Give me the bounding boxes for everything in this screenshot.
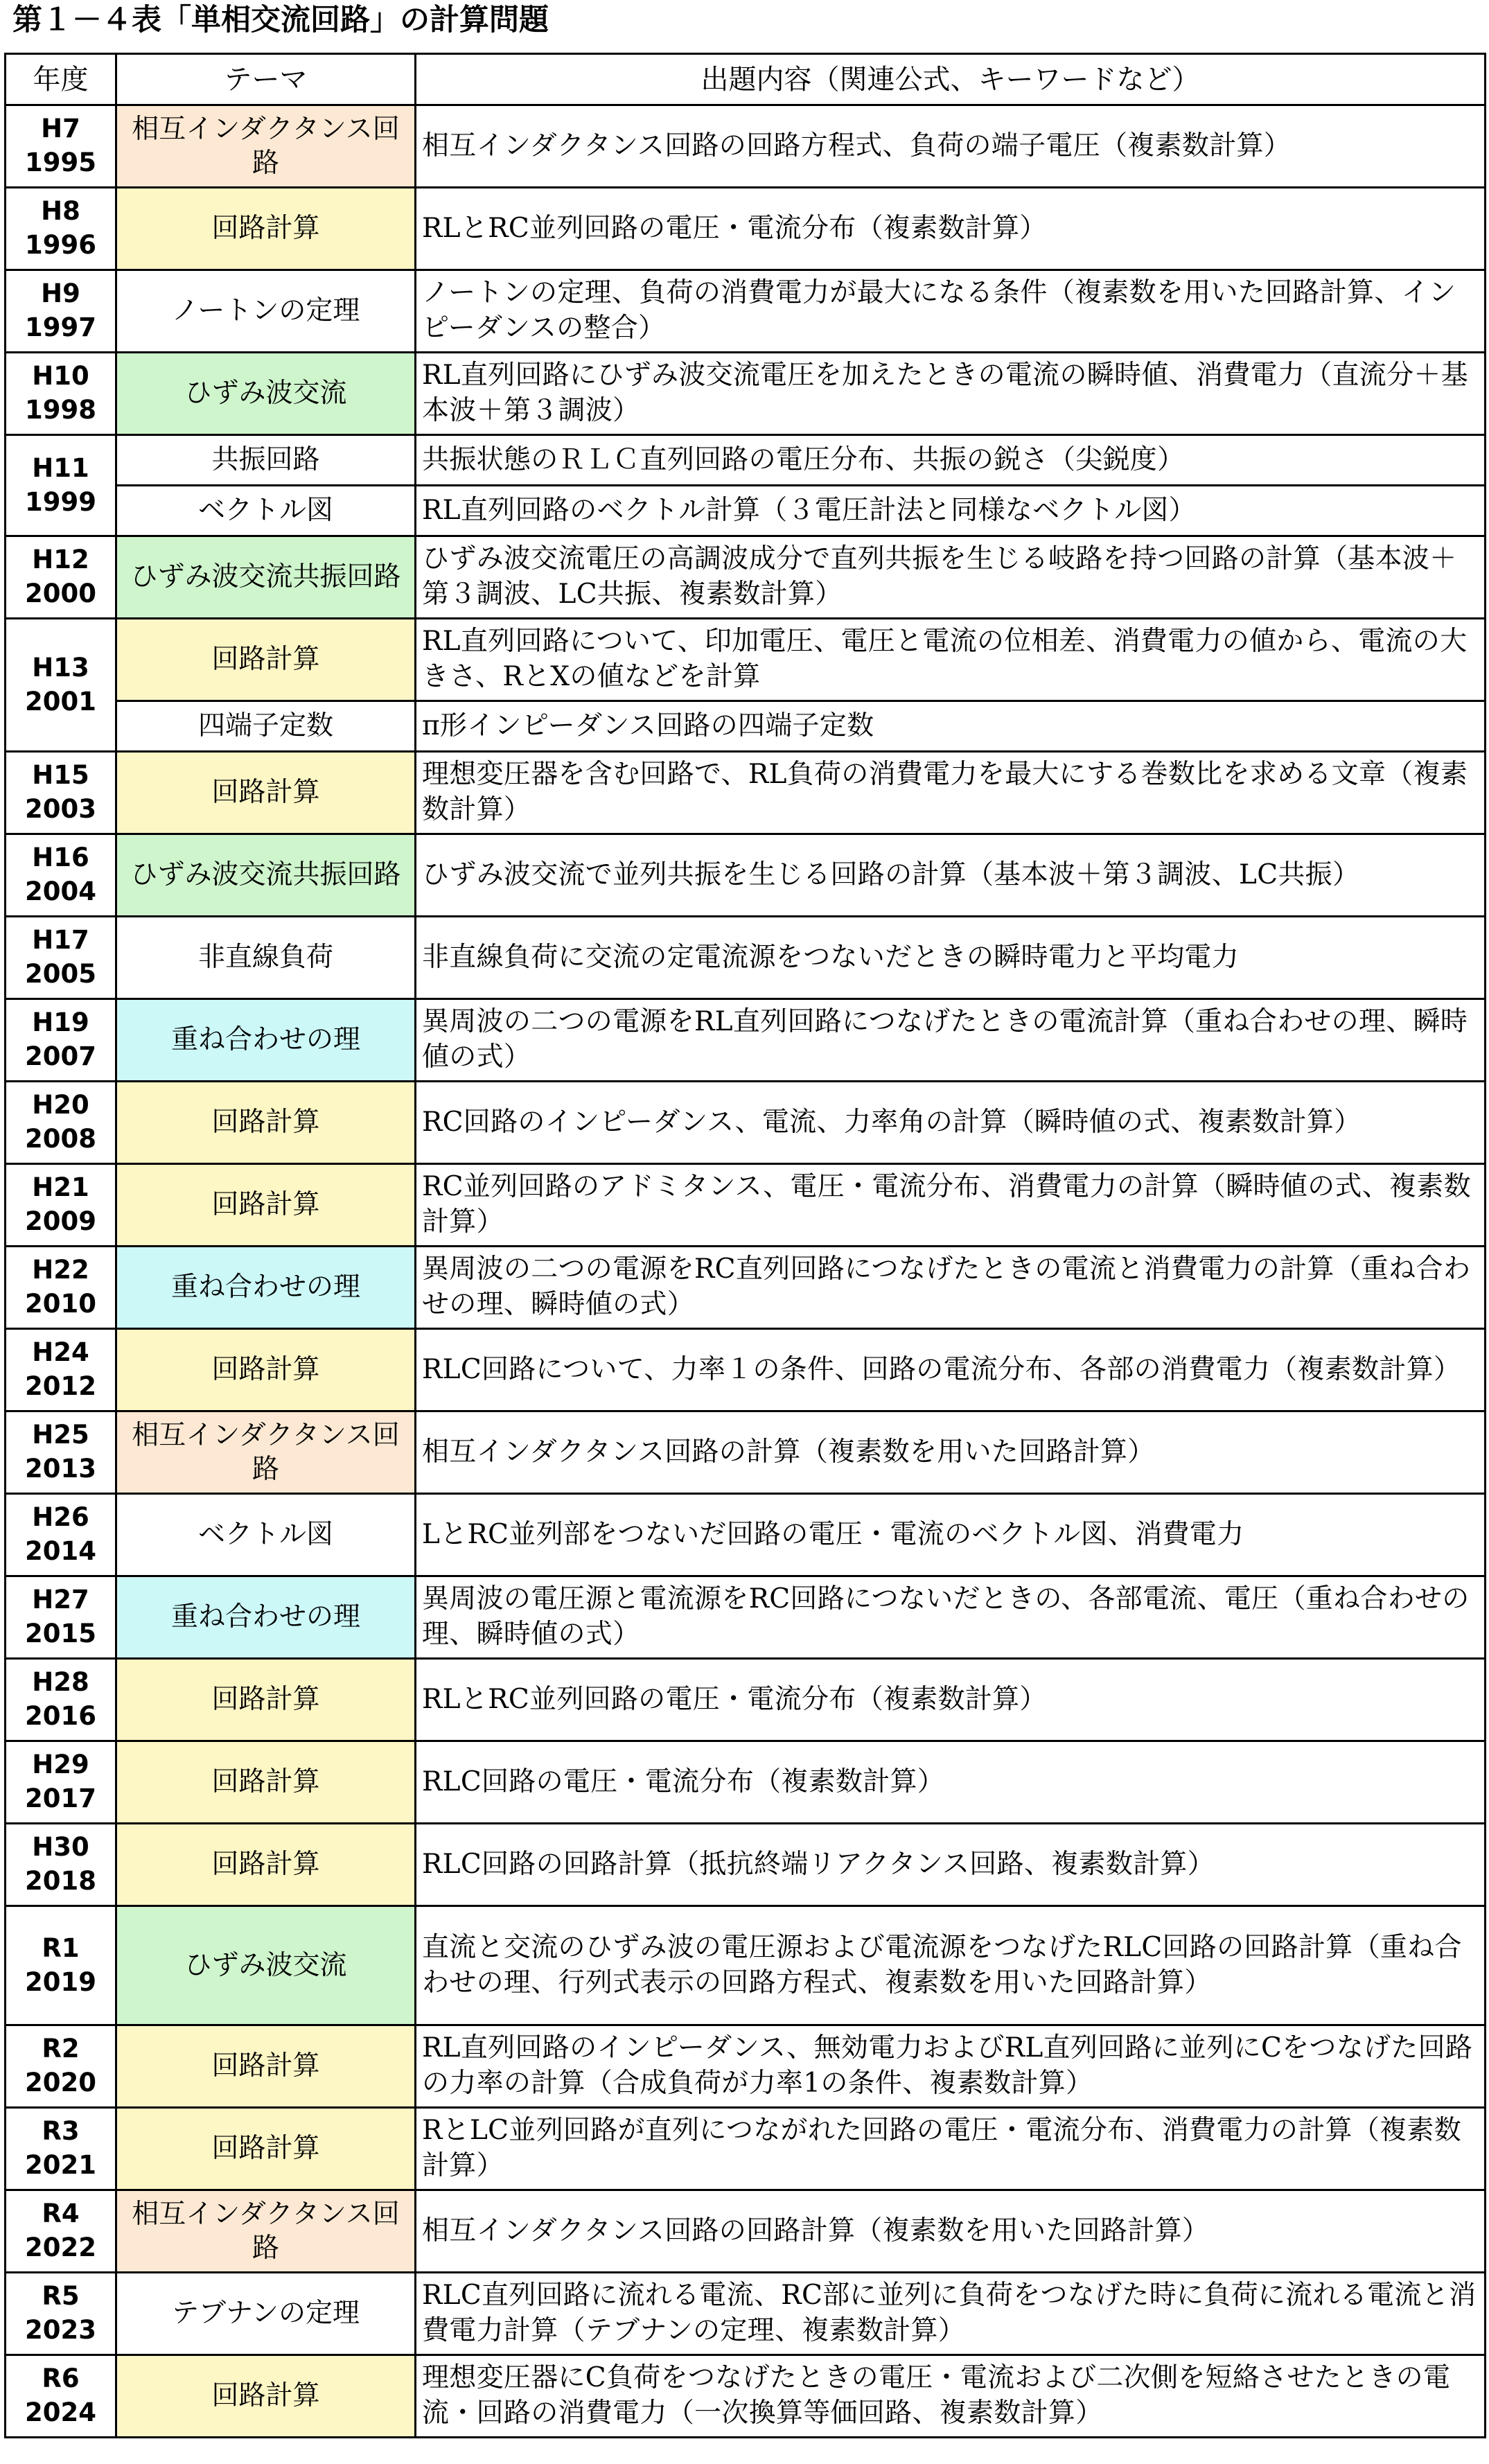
year-label: 2015: [25, 1619, 96, 1648]
header-year: 年度: [6, 54, 116, 105]
header-theme: テーマ: [116, 54, 416, 105]
theme-cell: ベクトル図: [116, 486, 416, 536]
era-label: H24: [32, 1337, 89, 1368]
year-cell: [6, 1411, 116, 1494]
table-row: [6, 188, 1486, 270]
content-cell: RC回路のインピーダンス、電流、力率角の計算（瞬時値の式、複素数計算）: [416, 1082, 1486, 1164]
table-row: [6, 1824, 1486, 1906]
table-row: [6, 1082, 1486, 1164]
theme-cell: 非直線負荷: [116, 917, 416, 999]
year-label: 2005: [25, 959, 96, 989]
content-cell: RL直列回路にひずみ波交流電圧を加えたときの電流の瞬時値、消費電力（直流分＋基本波＋第３調波）: [416, 353, 1486, 435]
year-cell: [6, 2273, 116, 2355]
theme-cell: 回路計算: [116, 2108, 416, 2190]
era-label: R2: [42, 2034, 80, 2064]
year-cell: [6, 1329, 116, 1411]
year-cell: [6, 353, 116, 435]
year-label: 1998: [25, 395, 96, 425]
era-label: H21: [32, 1172, 89, 1203]
year-cell: [6, 1247, 116, 1329]
theme-cell: 回路計算: [116, 2355, 416, 2438]
theme-cell: 重ね合わせの理: [116, 1576, 416, 1659]
era-label: H8: [41, 196, 80, 227]
year-label: 1995: [25, 148, 96, 177]
table-row: [6, 2025, 1486, 2108]
content-cell: 理想変圧器を含む回路で、RL負荷の消費電力を最大にする巻数比を求める文章（複素数計算）: [416, 752, 1486, 834]
era-label: H27: [32, 1585, 89, 1615]
era-label: H28: [32, 1667, 89, 1698]
year-cell: [6, 999, 116, 1082]
year-label: 2014: [25, 1536, 96, 1566]
year-label: 2003: [25, 794, 96, 824]
content-cell: RL直列回路のインピーダンス、無効電力およびRL直列回路に並列にCをつなげた回路の力率の計算（合成負荷が力率1の条件、複素数計算）: [416, 2025, 1486, 2108]
table-row: [6, 1411, 1486, 1494]
table-row: [6, 2273, 1486, 2355]
year-label: 2000: [25, 579, 96, 608]
era-label: H20: [32, 1090, 89, 1120]
year-label: 2024: [25, 2397, 96, 2427]
table-row: [6, 2190, 1486, 2273]
content-cell: LとRC並列部をつないだ回路の電圧・電流のベクトル図、消費電力: [416, 1494, 1486, 1576]
year-label: 1996: [25, 230, 96, 260]
theme-cell: 四端子定数: [116, 701, 416, 752]
era-label: H22: [32, 1255, 89, 1285]
content-cell: 相互インダクタンス回路の回路方程式、負荷の端子電圧（複素数計算）: [416, 105, 1486, 188]
year-label: 2007: [25, 1041, 96, 1071]
year-label: 2008: [25, 1124, 96, 1154]
year-cell: [6, 2190, 116, 2273]
era-label: H7: [41, 114, 80, 144]
era-label: H17: [32, 925, 89, 956]
year-cell: [6, 270, 116, 353]
year-cell: [6, 2355, 116, 2438]
content-cell: 非直線負荷に交流の定電流源をつないだときの瞬時電力と平均電力: [416, 917, 1486, 999]
year-label: 1999: [25, 486, 96, 517]
theme-cell: 回路計算: [116, 1659, 416, 1741]
year-cell: [6, 752, 116, 834]
table-row: [6, 619, 1486, 701]
era-label: R6: [42, 2364, 80, 2394]
era-label: H10: [32, 361, 89, 391]
theme-cell: 回路計算: [116, 752, 416, 834]
table-row: [6, 2108, 1486, 2190]
year-cell: [6, 1824, 116, 1906]
content-cell: 異周波の二つの電源をRC直列回路につなげたときの電流と消費電力の計算（重ね合わせの理、瞬時値の式）: [416, 1247, 1486, 1329]
table-row: [6, 1576, 1486, 1659]
era-label: H15: [32, 760, 89, 791]
year-cell: [6, 834, 116, 917]
theme-cell: 回路計算: [116, 1329, 416, 1411]
year-label: 2022: [25, 2233, 96, 2262]
table-row: [6, 834, 1486, 917]
content-cell: 直流と交流のひずみ波の電圧源および電流源をつなげたRLC回路の回路計算（重ね合わせの理、行列式表示の回路方程式、複素数を用いた回路計算）: [416, 1906, 1486, 2025]
year-label: 2016: [25, 1701, 96, 1731]
year-label: 2018: [25, 1866, 96, 1896]
table-row: [6, 917, 1486, 999]
content-cell: π形インピーダンス回路の四端子定数: [416, 701, 1486, 752]
theme-cell: ひずみ波交流共振回路: [116, 536, 416, 619]
table-body: [6, 105, 1486, 2438]
content-cell: RLC回路について、力率１の条件、回路の電流分布、各部の消費電力（複素数計算）: [416, 1329, 1486, 1411]
era-label: H30: [32, 1832, 89, 1863]
year-cell: [6, 1164, 116, 1247]
table-row: [6, 270, 1486, 353]
table-row: [6, 353, 1486, 435]
content-cell: 共振状態のＲＬＣ直列回路の電圧分布、共振の鋭さ（尖鋭度）: [416, 435, 1486, 486]
era-label: R5: [42, 2281, 80, 2312]
table-row: [6, 486, 1486, 536]
table-row: [6, 1741, 1486, 1824]
table-row: [6, 701, 1486, 752]
year-label: 2019: [25, 1966, 96, 1997]
era-label: H26: [32, 1502, 89, 1533]
content-cell: RL直列回路のベクトル計算（３電圧計法と同様なベクトル図）: [416, 486, 1486, 536]
table-row: [6, 105, 1486, 188]
year-cell: [6, 2025, 116, 2108]
year-label: 2017: [25, 1784, 96, 1813]
content-cell: 相互インダクタンス回路の回路計算（複素数を用いた回路計算）: [416, 2190, 1486, 2273]
era-label: R1: [42, 1933, 80, 1963]
header-content: 出題内容（関連公式、キーワードなど）: [416, 54, 1486, 105]
year-label: 2010: [25, 1289, 96, 1319]
era-label: R4: [42, 2199, 80, 2229]
table-row: [6, 752, 1486, 834]
era-label: R3: [42, 2116, 80, 2147]
content-cell: RL直列回路について、印加電圧、電圧と電流の位相差、消費電力の値から、電流の大きさ、RとXの値などを計算: [416, 619, 1486, 701]
era-label: H11: [32, 452, 89, 483]
year-cell: [6, 619, 116, 752]
era-label: H12: [32, 545, 89, 575]
content-cell: RLC回路の電圧・電流分布（複素数計算）: [416, 1741, 1486, 1824]
table-row: [6, 1494, 1486, 1576]
year-label: 2021: [25, 2150, 96, 2180]
table-row: [6, 2355, 1486, 2438]
year-label: 1997: [25, 313, 96, 342]
theme-cell: 回路計算: [116, 1741, 416, 1824]
theme-cell: 共振回路: [116, 435, 416, 486]
content-cell: RC並列回路のアドミタンス、電圧・電流分布、消費電力の計算（瞬時値の式、複素数計算）: [416, 1164, 1486, 1247]
table-title: 第１－４表「単相交流回路」の計算問題: [12, 3, 549, 37]
content-cell: ひずみ波交流で並列共振を生じる回路の計算（基本波＋第３調波、LC共振）: [416, 834, 1486, 917]
era-label: H9: [41, 279, 80, 309]
theme-cell: 相互インダクタンス回路: [116, 1411, 416, 1494]
year-cell: [6, 1906, 116, 2025]
theme-cell: 重ね合わせの理: [116, 1247, 416, 1329]
content-cell: RLとRC並列回路の電圧・電流分布（複素数計算）: [416, 1659, 1486, 1741]
era-label: H13: [32, 652, 89, 683]
year-cell: [6, 1494, 116, 1576]
content-cell: RLとRC並列回路の電圧・電流分布（複素数計算）: [416, 188, 1486, 270]
year-label: 2004: [25, 877, 96, 906]
table-row: [6, 536, 1486, 619]
table-row: [6, 1247, 1486, 1329]
year-cell: [6, 536, 116, 619]
theme-cell: ベクトル図: [116, 1494, 416, 1576]
year-cell: [6, 917, 116, 999]
year-cell: [6, 188, 116, 270]
year-cell: [6, 1082, 116, 1164]
content-cell: RLC回路の回路計算（抵抗終端リアクタンス回路、複素数計算）: [416, 1824, 1486, 1906]
year-cell: [6, 2108, 116, 2190]
content-cell: RLC直列回路に流れる電流、RC部に並列に負荷をつなげた時に負荷に流れる電流と消費電力計算（テブナンの定理、複素数計算）: [416, 2273, 1486, 2355]
content-cell: ひずみ波交流電圧の高調波成分で直列共振を生じる岐路を持つ回路の計算（基本波＋第３調波、LC共振、複素数計算）: [416, 536, 1486, 619]
table-row: [6, 1906, 1486, 2025]
year-label: 2020: [25, 2068, 96, 2097]
theme-cell: 回路計算: [116, 188, 416, 270]
theme-cell: ひずみ波交流共振回路: [116, 834, 416, 917]
year-label: 2009: [25, 1206, 96, 1236]
table-row: [6, 1164, 1486, 1247]
theme-cell: 回路計算: [116, 2025, 416, 2108]
theme-cell: 回路計算: [116, 1082, 416, 1164]
theme-cell: 回路計算: [116, 1164, 416, 1247]
content-cell: 理想変圧器にC負荷をつなげたときの電圧・電流および二次側を短絡させたときの電流・回路の消費電力（一次換算等価回路、複素数計算）: [416, 2355, 1486, 2438]
year-cell: [6, 105, 116, 188]
content-cell: 異周波の二つの電源をRL直列回路につなげたときの電流計算（重ね合わせの理、瞬時値の式）: [416, 999, 1486, 1082]
theme-cell: 回路計算: [116, 619, 416, 701]
content-cell: RとLC並列回路が直列につながれた回路の電圧・電流分布、消費電力の計算（複素数計算）: [416, 2108, 1486, 2190]
year-label: 2023: [25, 2315, 96, 2345]
table-row: [6, 1659, 1486, 1741]
era-label: H16: [32, 843, 89, 873]
theme-cell: 相互インダクタンス回路: [116, 105, 416, 188]
theme-cell: 重ね合わせの理: [116, 999, 416, 1082]
theme-cell: ひずみ波交流: [116, 353, 416, 435]
theme-cell: テブナンの定理: [116, 2273, 416, 2355]
year-label: 2012: [25, 1371, 96, 1401]
year-label: 2001: [25, 686, 96, 716]
era-label: H19: [32, 1007, 89, 1038]
year-cell: [6, 1659, 116, 1741]
table-row: [6, 435, 1486, 486]
content-cell: 異周波の電圧源と電流源をRC回路につないだときの、各部電流、電圧（重ね合わせの理、瞬時値の式）: [416, 1576, 1486, 1659]
theme-cell: 回路計算: [116, 1824, 416, 1906]
theme-cell: ノートンの定理: [116, 270, 416, 353]
era-label: H25: [32, 1420, 89, 1450]
header-row: [6, 54, 1486, 105]
era-label: H29: [32, 1750, 89, 1780]
theme-cell: 相互インダクタンス回路: [116, 2190, 416, 2273]
year-label: 2013: [25, 1454, 96, 1484]
exam-topics-table: [4, 53, 1486, 2438]
year-cell: [6, 1741, 116, 1824]
content-cell: ノートンの定理、負荷の消費電力が最大になる条件（複素数を用いた回路計算、インピーダンスの整合）: [416, 270, 1486, 353]
year-cell: [6, 435, 116, 536]
table-row: [6, 1329, 1486, 1411]
content-cell: 相互インダクタンス回路の計算（複素数を用いた回路計算）: [416, 1411, 1486, 1494]
table-row: [6, 999, 1486, 1082]
theme-cell: ひずみ波交流: [116, 1906, 416, 2025]
year-cell: [6, 1576, 116, 1659]
